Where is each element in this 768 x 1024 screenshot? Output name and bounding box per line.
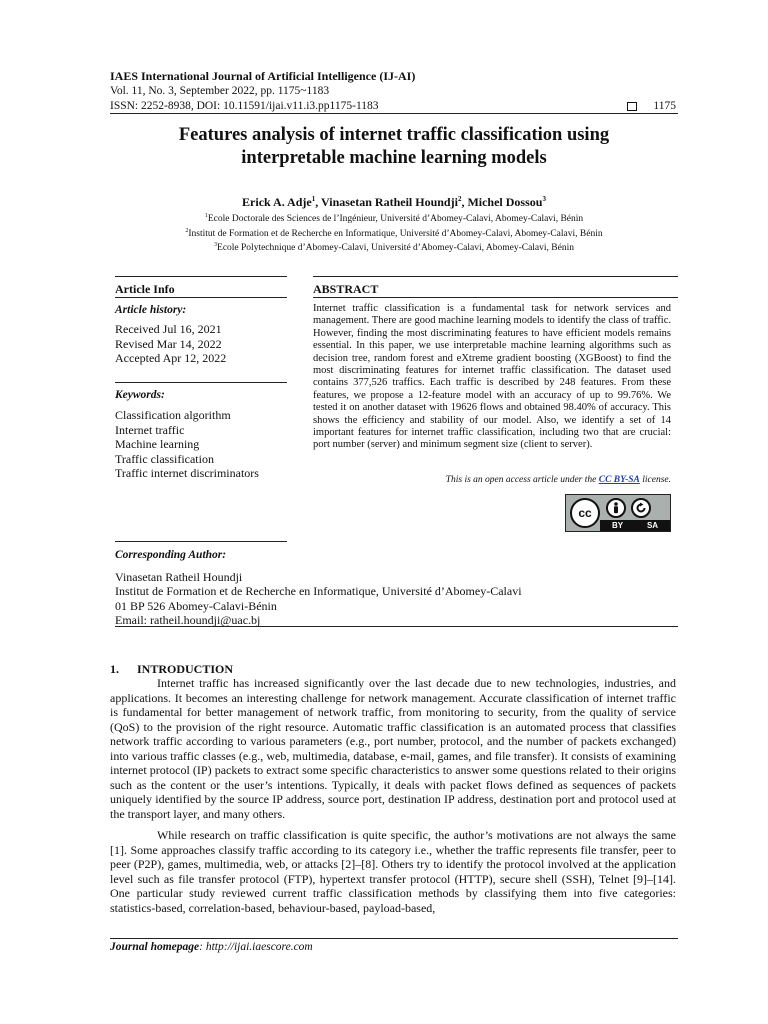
body-paragraph: While research on traffic classification is quite specific, the author’s motivations are not always the same [1]. Some approaches classify traffic according to its category i.e., whether the traffic represents file transfer, peer to peer (P2P), games, multimedia, web, or attacks [2]–[8]. Others try to identify the protocol involved at the application level such as file transfer protocol (FTP), hypertext transfer protocol (HTTP), secure shell (SSH), Telnet [9]–[14]. One particular study reviewed current traffic classification methods by classifying them into five categories: statistics-based, correlation-based, behaviour-based, payload-based, <box>110 828 676 915</box>
revised-date: Revised Mar 14, 2022 <box>115 336 222 351</box>
title-line: Features analysis of internet traffic classification using <box>178 125 610 145</box>
article-info-heading: Article Info <box>115 282 175 296</box>
corr-email: Email: ratheil.houndji@uac.bj <box>115 613 261 627</box>
person-icon <box>606 498 626 518</box>
corresponding-author <box>115 548 675 628</box>
issn-row <box>110 99 676 114</box>
body-paragraph: Internet traffic has increased significantly over the last decade due to new technologies, industries, and applications. It becomes an interesting challenge for network management. Accurate classification of internet traffic is fundamental for better management of network traffic, from monitoring to security, from the quality of service (QoS) to the provision of the right resource. Automatic traffic classification is an automated process that classifies network traffic according to various parameters (e.g., port number, protocol, and the number of packets exchanged) into various traffic classes (e.g., web, multimedia, database, e-mail, games, and file transfer). It consists of examining internet protocol (IP) packets to extract some specific characteristics to answer some questions related to their origins such as the content or the user’s intentions. Typically, it deals with packet flows defined as sequences of packets uniquely identified by the source IP address, source port, destination IP address, destination port and protocol used at the transport layer, and many others. <box>110 676 676 821</box>
by-label: BY <box>611 521 624 530</box>
section-heading: 1. INTRODUCTION <box>110 662 234 676</box>
abstract-header-rule <box>313 297 678 298</box>
running-header <box>110 69 676 114</box>
article-history <box>115 304 285 366</box>
author: Michel Dossou$^3$ <box>467 195 546 209</box>
abstract-heading: ABSTRACT <box>313 282 379 296</box>
info-top-rule <box>115 276 287 277</box>
paper-title <box>110 124 678 170</box>
journal-homepage: Journal homepage: http://ijai.iaescore.com <box>110 941 313 953</box>
corr-address: 01 BP 526 Abomey-Calavi-Bénin <box>115 598 277 613</box>
footer-divider <box>110 938 678 939</box>
keyword: Traffic internet discriminators <box>115 466 259 480</box>
cc-license-badge[interactable] <box>565 494 671 532</box>
corr-institution: Institut de Formation et de Recherche en Informatique, Université d’Abomey-Calavi <box>115 584 522 598</box>
corr-top-rule <box>115 541 287 542</box>
share-alike-icon <box>631 498 651 518</box>
info-header-rule <box>115 297 287 298</box>
abstract-top-rule <box>313 276 678 277</box>
homepage-url[interactable]: : http://ijai.iaescore.com <box>199 941 313 953</box>
corr-bottom-rule <box>115 626 678 627</box>
affiliation: $^1$Ecole Doctorale des Sciences de l’Ingénieur, Université d’Abomey-Calavi, Abomey-Calavi, Bénin <box>204 213 584 225</box>
author: Erick A. Adje$^1$, <box>242 195 322 209</box>
accepted-date: Accepted Apr 12, 2022 <box>115 351 227 365</box>
corr-name: Vinasetan Ratheil Houndji <box>115 569 243 584</box>
keyword: Internet traffic <box>115 422 185 437</box>
sa-label: SA <box>646 521 659 530</box>
corr-heading: Corresponding Author: <box>115 549 227 561</box>
keywords-heading: Keywords: <box>115 389 165 401</box>
keyword: Machine learning <box>115 437 200 451</box>
author: Vinasetan Ratheil Houndji$^2$, <box>321 195 468 209</box>
issn-doi: ISSN: 2252-8938, DOI: 10.11591/ijai.v11.i3.pp1175-1183 <box>110 100 379 112</box>
history-rule <box>115 382 287 383</box>
received-date: Received Jul 16, 2021 <box>115 322 222 336</box>
header-divider <box>110 113 678 114</box>
affiliation-list <box>110 211 678 255</box>
keywords-section <box>115 389 285 481</box>
keyword: Traffic classification <box>115 451 214 466</box>
history-heading: Article history: <box>115 304 187 316</box>
abstract-body: Internet traffic classification is a fundamental task for network services and management. There are good machine learning models to identify the class of traffic. However, finding the most discriminating features to have efficient models remains essential. In this paper, we use interpretable machine learning algorithms such as decision tree, random forest and eXtreme gradient boosting (XGBoost) to find the most discriminating features for internet traffic classification. The dataset used contains 377,526 traffics. Each traffic is described by 248 features. From these features, we propose a 12-feature model with an accuracy of up to 99.76%. We tested it on another dataset with 19626 flows and obtained 98.40% of accuracy. This shows the efficiency and stability of our model. Also, we identify a set of 14 important features for internet traffic classification, including two that are crucial: port number (server) and minimum segment size (client to server). <box>313 303 671 451</box>
author-list <box>110 195 678 210</box>
cc-icon: cc <box>570 498 600 528</box>
cc-terms-strip <box>600 520 670 531</box>
title-line: interpretable machine learning models <box>241 148 547 168</box>
keyword: Classification algorithm <box>115 408 231 422</box>
journal-name: IAES International Journal of Artificial Intelligence (IJ-AI) <box>110 69 416 83</box>
page-number: 1175 <box>653 100 676 112</box>
cc-by-sa-link[interactable]: CC BY-SA <box>598 475 640 485</box>
license-statement: This is an open access article under the CC BY-SA license. <box>445 475 671 485</box>
volume-info: Vol. 11, No. 3, September 2022, pp. 1175~1183 <box>110 85 330 97</box>
affiliation: $^2$Institut de Formation et de Recherche en Informatique, Université d’Abomey-Calavi, Abomey-Calavi, Bénin <box>185 227 603 239</box>
square-icon <box>627 102 637 111</box>
affiliation: $^3$Ecole Polytechnique d’Abomey-Calavi, Université d’Abomey-Calavi, Abomey-Calavi, Bénin <box>214 242 574 254</box>
